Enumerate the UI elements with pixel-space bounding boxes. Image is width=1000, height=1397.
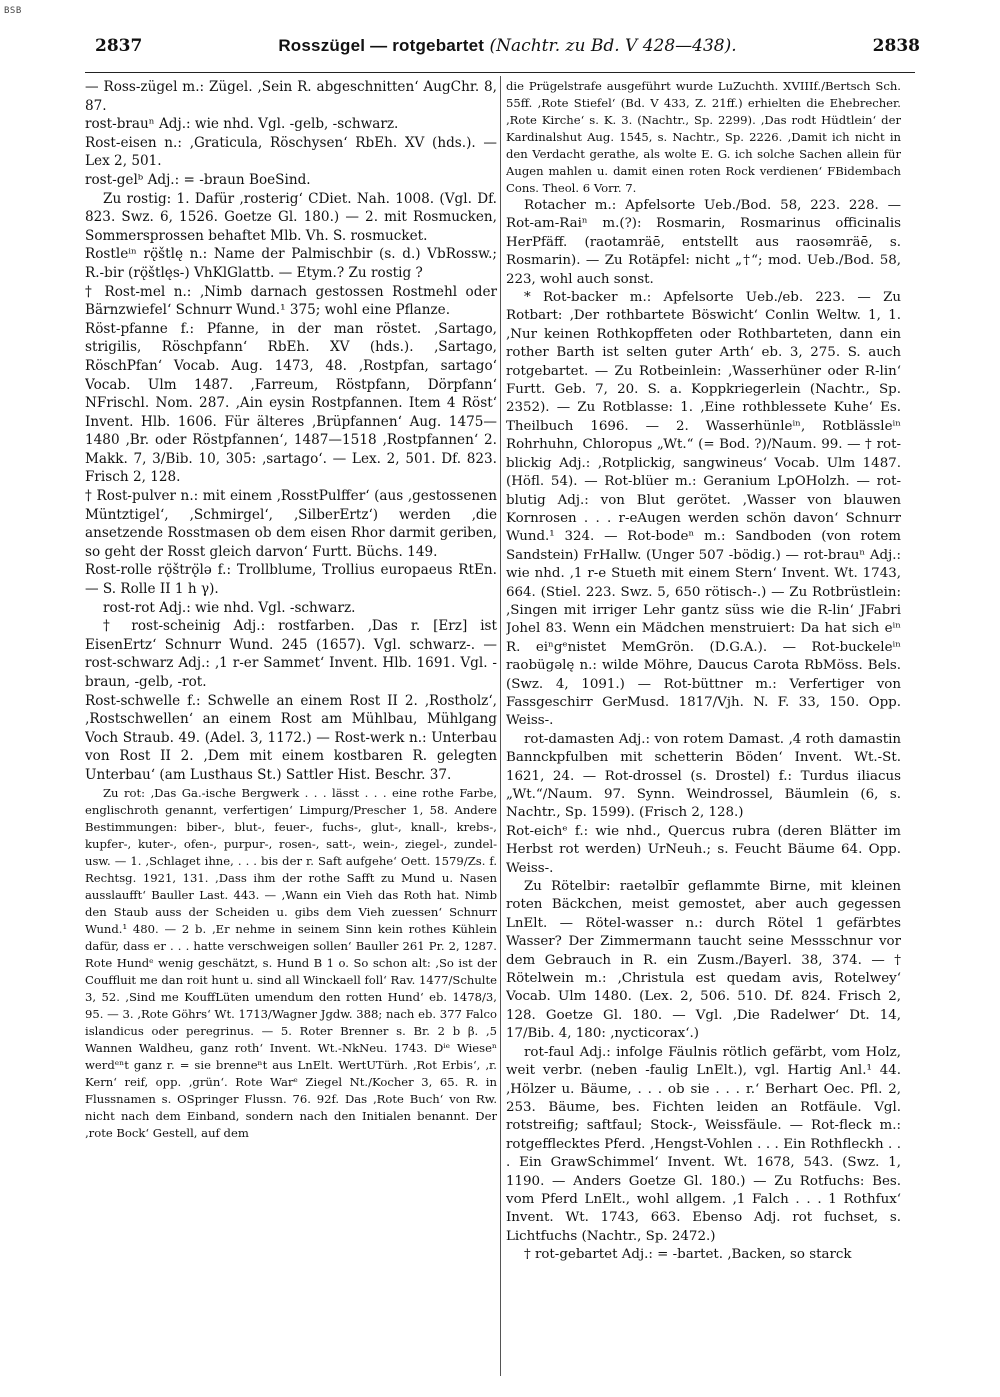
- entry-ross-zuegel: — Ross-zügel m.: Zügel. ‚Sein R. abgeschnitten‘ AugChr. 8, 87.: [85, 79, 497, 114]
- library-stamp: BSB: [4, 6, 22, 16]
- entry-rost-scheinig: † rost-scheinig Adj.: rostfarben. ‚Das r. [Erz] ist EisenErtz‘ Schnurr Wund. 245 (1657). Vgl. schwarz-. — rost-schwarz Adj.: ‚1 r-er Sammet‘ Invent. Hlb. 1691. Vgl. -braun, -gelb, -rot.: [85, 618, 497, 690]
- page-number-left: 2837: [95, 36, 143, 56]
- entry-rost-eisen: Rost-eisen n.: ‚Graticula, Röschysen‘ RbEh. XV (hds.). — Lex 2, 501.: [85, 134, 497, 170]
- entry-roest-pfanne: Röst-pfanne f.: Pfanne, in der man röstet. ‚Sartago, strigilis, Röschpfann‘ RbEh. XV (hds.). ‚Sartago, RöschPfan‘ Vocab. Aug. 1473, 48. ‚Rostpfan, sartago‘ Vocab. Ulm 1487. ‚Farreum, Röstpfann, Dörpfann‘ NFrischl. Nom. 287. ‚Ain eysin Rostpfannen. Item 4 Röst‘ Invent. Hlb. 1606. Für älteres ‚Brüpfannen‘ Aug. 1475—1480 ‚Br. oder Röstpfannen‘, 1487—1518 ‚Rostpfannen‘ 2. Makk. 7, 3/Bib. 10, 305: ‚sartago‘. — Lex. 2, 501. Df. 823. Frisch 2, 128.: [85, 320, 497, 486]
- page-header: [95, 36, 920, 66]
- entry-rot-eiche: Rot-eichᵉ f.: wie nhd., Quercus rubra (deren Blätter im Herbst rot werden) UrNeuh.; s. Feucht Bäume 64. Opp. Weiss-.: [506, 823, 901, 876]
- entry-rost-mel: † Rost-mel n.: ‚Nimb darnach gestossen Rostmehl oder Bärnzwiefel‘ Schnurr Wund.¹ 375; wohl eine Pflanze.: [85, 283, 497, 319]
- entry-rot-faul: rot-faul Adj.: infolge Fäulnis rötlich gefärbt, vom Holz, weit verbr. (neben -faulig LnElt.), vgl. Hartig Anl.¹ 44. ‚Hölzer u. Bäume, . . . ob sie . . . r.‘ Berhart Oec. Pfl. 2, 253. Bäume, bes. Fichten leiden an Rotfäule. Vgl. rotstreifig; saftfaul; Stock-, Weissfäule. — Rot-fleck m.: rotgefflecktes Pferd. ‚Hengst-Vohlen . . . Ein Rothfleckh . . . Ein GrawSchimmel‘ Invent. Wt. 1678, 543. (Swz. 1, 1190. — Anders Goetze Gl. 180.) — Zu Rotfuchs: Bes. vom Pferd LnElt., wohl allgem. ‚1 Falch . . . 1 Rothfux‘ Invent. Wt. 1743, 663. Ebenso Adj. rot fuchset, s. Lichtfuchs (Nachtr., Sp. 2472.): [506, 1044, 901, 1244]
- running-title-note: (Nachtr. zu Bd. V 428—438).: [489, 36, 737, 56]
- entry-rot-continued: die Prügelstrafe ausgeführt wurde LuZuchth. XVIIIf./Bertsch Sch. 55ff. ‚Rote Stiefel‘ (Bd. V 433, Z. 21ff.) erhielten die Ehebrecher. ‚Rote Kirche‘ s. K. 3. (Nachtr., Sp. 2299). ‚Das rodt Hüdtlein‘ der Kardinalshut Aug. 1545, s. Nachtr., Sp. 2226. ‚Damit ich nicht in den Verdacht gerathe, als wolte E. G. ich solche Sachen allein für Augen mahlen u. damit einen roten Rock verdienen‘ FBidembach Cons. Theol. 6 Vorr. 7.: [506, 79, 901, 195]
- column-divider: [500, 76, 501, 1376]
- running-title: [95, 36, 920, 56]
- entry-rostlein: Rostleⁱⁿ rǫ̈štlę n.: Name der Palmischbir (s. d.) VbRossw.; R.-bir (rǫ̈štlęs-) VhKlGlattb. — Etym.? Zu rostig ?: [85, 246, 497, 281]
- entry-rost-pulver: † Rost-pulver n.: mit einem ‚RosstPulffer‘ (aus ‚gestossenen Müntztigel‘, ‚Schmirgel‘, ‚SilberErtz‘) werden ‚die ansetzende Rosstmasen ob dem eisen Rhor darmit geriben, so geht der Rosst gleich darvon‘ Furtt. Büchs. 149.: [85, 488, 497, 560]
- entry-zu-rot: Zu rot: ‚Das Ga.-ische Bergwerk . . . lässt . . . eine rothe Farbe, englischroth genannt, verfertigen‘ Limpurg/Prescher 1, 58. Andere Bestimmungen: biber-, blut-, feuer-, fuchs-, glut-, knall-, krebs-, kupfer-, kuter-, ofen-, purpur-, rosen-, satt-, wein-, ziegel-, zundel- usw. — 1. ‚Schlaget ihne, . . . bis der r. Saft aufgehe‘ Oett. 1579/Zs. f. Rechtsg. 1921, 131. ‚Dass ihm der rothe Safft zu Mund u. Nasen ausslaufft‘ Bauller Last. 443. — ‚Wann ein Vieh das Roth hat. Nimb den Staub auss der Scheiden u. gibs dem Vieh zuessen‘ Schnurr Wund.¹ 480. — 2 b. ‚Er nehme in seinem Sinn kein rothes Kühlein dafür, dass er . . . hatte verschweigen sollen‘ Bauller 261 Pr. 2, 1287. Rote Hundᵉ wenig geschätzt, s. Hund B 1 o. So schon alt: ‚So ist der Couffluit me dan roit hunt u. sind all Winckaell foll‘ Rav. 1477/Schulte 3, 52. ‚Sind me KouffLüten umendum den rotten Hund‘ eb. 1478/3, 95. — 3. ‚Rote Göhrs‘ Wt. 1713/Wagner Jgdw. 388; nach eb. 377 Falco islandicus oder peregrinus. — 5. Roter Brenner s. Br. 2 b β. ‚5 Wannen Waldheu, ganz roth‘ Invent. Wt.-NkNeu. 1743. Dⁱᵉ Wieseⁿ werdᵉⁿt ganz r. = sie brenneⁿt aus LnElt. WertUTürh. ‚Rot Erbis‘, ‚r. Kern‘ reif, opp. ‚grün‘. Rote Warᵉ Ziegel Nt./Kocher 3, 65. R. in Flussnamen s. OSpringer Flussn. 76. 92f. Das ‚Rote Buch‘ von Rw. nicht nach dem Einband, sondern nach den Initialen benannt. Der ‚rote Bock‘ Gestell, auf dem: [85, 785, 497, 1140]
- running-title-main: Rosszügel — rotgebartet: [278, 36, 485, 55]
- entry-rotacher: Rotacher m.: Apfelsorte Ueb./Bod. 58, 223. 228. — Rot-am-Raiⁿ m.(?): Rosmarin, Rosmarinus officinalis HerPfäff. (raotamräē, entstellt aus raosəmräē, s. Rosmarin). — Zu Rotäpfel: nicht „†“; mod. Ueb./Bod. 58, 223, wohl auch sonst.: [506, 198, 901, 287]
- entry-rost-rolle: Rost-rolle rǫ̈štrǫ̈lə f.: Trollblume, Trollius europaeus RtEn. — S. Rolle II 1 h γ).: [85, 562, 497, 598]
- entry-rot-backer: * Rot-backer m.: Apfelsorte Ueb./eb. 223. — Zu Rotbart: ‚Der rothbartete Böswicht‘ Conlin Weltw. 1, 1. ‚Nur keinen Rothkopffeten oder Rothbarteten, dann ein rother Barth ist selten guter Arth‘ eb. 3, 275. S. auch rotgebartet. — Zu Rotbeinlein: ‚Wasserhüner oder R-lin‘ Furtt. Geb. 7, 20. S. a. Koppkriegerlein (Nachtr., Sp. 2352). — Zu Rotblasse: 1. ‚Eine rothblessete Kuhe‘ Es. Theilbuch 1696. — 2. Wasserhünleⁱⁿ, Rotblässleⁱⁿ Rohrhuhn, Chloropus „Wt.“ (= Bod. ?)/Naum. 99. — † rot-blickig Adj.: ‚Rotplickig, sangwineus‘ Vocab. Ulm 1487. (Höfl. 54). — Rot-blüer m.: Geranium LpOHolzh. — rot-blutig Adj.: von Blut gerötet. ‚Wasser von blauwen Kornrosen . . . r-eAugen werden schön davon‘ Schnurr Wund.¹ 324. — Rot-bodeⁿ m.: Sandboden (von rotem Sandstein) FrHallw. (Unger 507 -bödig.) — rot-brauⁿ Adj.: wie nhd. ‚1 r-e Stueth mit einem Stern‘ Invent. Wt. 1743, 664. (Stiel. 223. Swz. 5, 650 rötisch-.) — Zu Rotbrüstlein: ‚Singen mit irriger Lehr gantz süss wie die R-lin‘ JFabri Johel 83. Wenn ein Mädchen menstruiert: Da hat sich eⁱⁿ R. eiⁿgᵉnistet MemGrön. (D.G.A.). — Rot-buckeleⁱⁿ raobügəlę n.: wilde Möhre, Daucus Carota RbMöss. Bels. (Swz. 4, 1091.) — Rot-büttner m.: Verfertiger von Fassgeschirr GerMusd. 1817/Vjh. N. F. 33, 150. Opp. Weiss-.: [506, 290, 901, 729]
- right-column: [506, 78, 901, 1378]
- left-column: [85, 78, 497, 1378]
- entry-roetelbir: Zu Rötelbir: raetəlbīr geflammte Birne, mit kleinen roten Bäckchen, meist gemostet, aber auch gegessen LnElt. — Rötel-wasser n.: durch Rötel 1 gefärbtes Wasser? Der Zimmermann taucht seine Messschnur vor dem Gebrauch in R. ein Zusm./Bayerl. 38, 374. — † Rötelwein m.: ‚Christula est quedam avis, Rotelwey‘ Vocab. Ulm 1480. (Lex. 2, 506. 510. Df. 824. Frisch 2, 128. Goetze Gl. 180. — Vgl. ‚Die Radelwer‘ Dt. 14, 17/Bib. 4, 180: ‚nycticorax‘.): [506, 879, 901, 1042]
- entry-rost-rot: rost-rot Adj.: wie nhd. Vgl. -schwarz.: [103, 599, 356, 616]
- entry-rost-braun: rost-brauⁿ Adj.: wie nhd. Vgl. -gelb, -schwarz.: [85, 116, 399, 133]
- entry-rost-gelb: rost-gelᵇ Adj.: = -braun BoeSind.: [85, 171, 311, 188]
- header-rule: [85, 72, 915, 73]
- entry-rost-schwelle: Rost-schwelle f.: Schwelle an einem Rost II 2. ‚Rostholz‘, ‚Rostschwellen‘ an einem Rost am Mühlbau, Mühlgang Voch Straub. 49. (Adel. 3, 1172.) — Rost-werk n.: Unterbau von Rost II 2. ‚Dem mit einem kostbaren R. gelegten Unterbau‘ (am Lusthaus St.) Sattler Hist. Beschr. 37.: [85, 692, 497, 783]
- entry-rot-damasten: rot-damasten Adj.: von rotem Damast. ‚4 roth damastin Bannckpfulben mit schetterin Böden‘ Invent. Wt.-St. 1621, 24. — Rot-drossel (s. Drostel) f.: Turdus iliacus „Wt.“/Naum. 97. Synn. Weindrossel, Bäumlein (6, s. Nachtr., Sp. 1599). (Frisch 2, 128.): [506, 731, 901, 821]
- entry-rot-gebartet: † rot-gebartet Adj.: = -bartet. ‚Backen, so starck: [524, 1247, 852, 1263]
- page-number-right: 2838: [872, 36, 920, 56]
- entry-rostig: Zu rostig: 1. Dafür ‚rosterig‘ CDiet. Nah. 1008. (Vgl. Df. 823. Swz. 6, 1526. Goetze Gl. 180.) — 2. mit Rosmucken, Sommersprossen behaftet Mlb. Vh. S. rosmucket.: [85, 190, 497, 244]
